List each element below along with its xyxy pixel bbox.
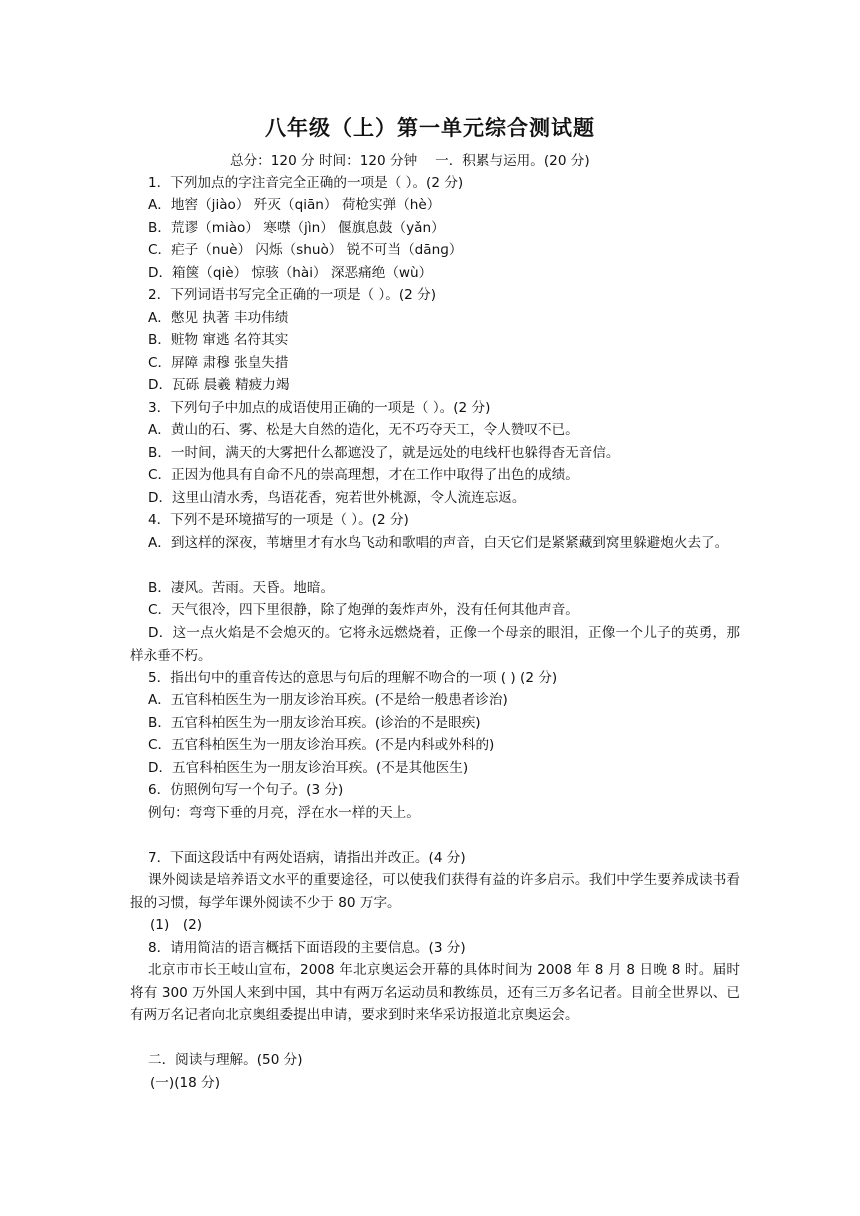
option-1c: C．疟子（nuè） 闪烁（shuò） 锐不可当（dānɡ） [148, 242, 463, 258]
option-3d: D．这里山清水秀，鸟语花香，宛若世外桃源，令人流连忘返。 [148, 490, 526, 506]
question-7-passage: 课外阅读是培养语文水平的重要途径，可以使我们获得有益的许多启示。我们中学生要养成读书看报的习惯，每学年课外阅读不少于 80 万字。 [130, 872, 740, 911]
question-3: 3．下列句子中加点的成语使用正确的一项是（ ）。(2 分) [148, 400, 491, 416]
answer-slots: (1) (2) [150, 917, 203, 933]
question-8-passage: 北京市市长王岐山宣布，2008 年北京奥运会开幕的具体时间为 2008 年 8 月 8 日晚 8 时。届时将有 300 万外国人来到中国，其中有两万名运动员和教练员，还有三万多名记者。目前全世界以、已有两万名记者向北京奥组委提出申请，要求到时来华采访报道北京奥运会。 [130, 962, 740, 1023]
option-2c: C．屏障 肃穆 张皇失措 [148, 355, 289, 371]
question-2: 2．下列词语书写完全正确的一项是（ ）。(2 分) [148, 287, 437, 303]
subsection-1-heading: (一)(18 分) [150, 1075, 221, 1091]
option-5d: D．五官科柏医生为一朋友诊治耳疾。(不是其他医生) [148, 760, 469, 776]
page-title: 八年级（上）第一单元综合测试题 [265, 116, 595, 140]
option-3b: B．一时间，满天的大雾把什么都遮没了，就是远处的电线杆也躲得杳无音信。 [148, 445, 620, 461]
question-5: 5．指出句中的重音传达的意思与句后的理解不吻合的一项 ( ) (2 分) [148, 670, 558, 686]
option-5b: B．五官科柏医生为一朋友诊治耳疾。(诊治的不是眼疾) [148, 715, 481, 731]
question-4: 4．下列不是环境描写的一项是（ ）。(2 分) [148, 512, 409, 528]
option-4c: C．天气很冷，四下里很静，除了炮弹的轰炸声外，没有任何其他声音。 [148, 602, 579, 618]
score-info: 总分：120 分 时间：120 分钟 一．积累与运用。(20 分) [230, 153, 590, 169]
question-1: 1．下列加点的字注音完全正确的一项是（ ）。(2 分) [148, 175, 464, 191]
option-1d: D．箱箧（qiè） 惊骇（hài） 深恶痛绝（wù） [148, 265, 433, 281]
option-1a: A．地窖（jiào） 歼灭（qiān） 荷枪实弹（hè） [148, 197, 441, 213]
question-6: 6．仿照例句写一个句子。(3 分) [148, 782, 344, 798]
option-3c: C．正因为他具有自命不凡的崇高理想，才在工作中取得了出色的成绩。 [148, 467, 579, 483]
option-4b: B．凄风。苦雨。天昏。地暗。 [148, 580, 335, 596]
example-sentence: 例句：弯弯下垂的月亮，浮在水一样的天上。 [148, 805, 420, 821]
question-8: 8．请用简洁的语言概括下面语段的主要信息。(3 分) [148, 940, 466, 956]
question-7: 7．下面这段话中有两处语病，请指出并改正。(4 分) [148, 850, 466, 866]
option-2a: A．憋见 执著 丰功伟绩 [148, 310, 289, 326]
section-2-heading: 二．阅读与理解。(50 分) [148, 1052, 303, 1068]
option-4a: A．到这样的深夜，苇塘里才有水鸟飞动和歌唱的声音，白天它们是紧紧藏到窝里躲避炮火去了。 [148, 535, 729, 551]
option-3a: A．黄山的石、雾、松是大自然的造化，无不巧夺天工，令人赞叹不已。 [148, 422, 579, 438]
option-2b: B．赃物 窜逃 名符其实 [148, 332, 289, 348]
option-5a: A．五官科柏医生为一朋友诊治耳疾。(不是给一般患者诊治) [148, 692, 508, 708]
option-4d: D．这一点火焰是不会熄灭的。它将永远燃烧着，正像一个母亲的眼泪，正像一个儿子的英勇，那样永垂不朽。 [130, 625, 740, 664]
option-2d: D．瓦砾 晨羲 精疲力竭 [148, 377, 290, 393]
option-5c: C．五官科柏医生为一朋友诊治耳疾。(不是内科或外科的) [148, 737, 495, 753]
option-1b: B．荒谬（miào） 寒噤（jìn） 偃旗息鼓（yǎn） [148, 220, 445, 236]
